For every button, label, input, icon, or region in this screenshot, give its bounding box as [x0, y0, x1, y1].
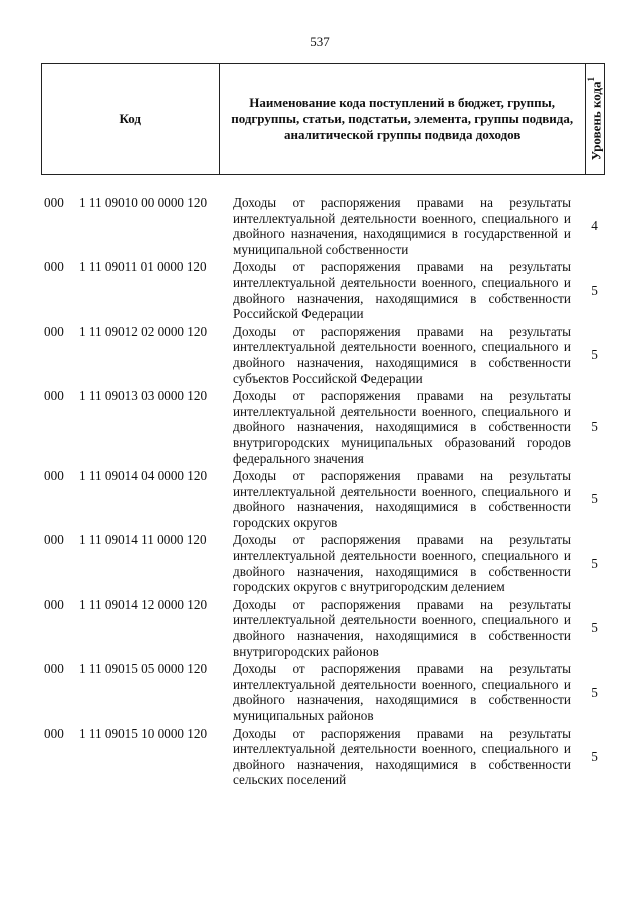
revenue-code: 1 11 09014 12 0000 120	[79, 596, 208, 612]
admin-code: 000	[44, 259, 64, 275]
table-header	[41, 63, 605, 175]
table-row	[44, 195, 614, 257]
code-level: 5	[591, 620, 598, 636]
header-level-label: Уровень кода	[588, 81, 604, 161]
revenue-name: Доходы от распоряжения правами на результаты интеллектуальной деятельности военного, специального и двойного назначения, находящимися в собственности субъектов Российской Федерации	[233, 323, 571, 386]
admin-code: 000	[44, 468, 64, 484]
header-code: Код	[42, 64, 220, 174]
table-row	[44, 324, 614, 386]
revenue-code: 1 11 09012 02 0000 120	[79, 323, 208, 339]
code-level: 5	[591, 491, 598, 507]
revenue-name: Доходы от распоряжения правами на результаты интеллектуальной деятельности военного, специального и двойного назначения, находящимися в собственности городских округов	[233, 468, 571, 530]
revenue-name: Доходы от распоряжения правами на результаты интеллектуальной деятельности военного, специального и двойного назначения, находящимися в собственности Российской Федерации	[233, 259, 571, 322]
table-row	[44, 388, 614, 466]
header-name: Наименование кода поступлений в бюджет, группы, подгруппы, статьи, подстатьи, элемента, группы подвида, аналитической группы подвида доходов	[220, 64, 586, 174]
code-level: 5	[591, 684, 598, 700]
table-row	[44, 661, 614, 723]
revenue-code: 1 11 09010 00 0000 120	[79, 195, 208, 210]
code-level: 5	[591, 748, 598, 764]
revenue-code: 1 11 09014 11 0000 120	[79, 532, 207, 548]
revenue-name: Доходы от распоряжения правами на результаты интеллектуальной деятельности военного, специального и двойного назначения, находящимися в собственности внутригородских районов	[233, 596, 571, 659]
admin-code: 000	[44, 532, 64, 548]
table-row	[44, 468, 614, 530]
page-number: 537	[310, 34, 330, 49]
code-level: 5	[591, 347, 598, 363]
admin-code: 000	[44, 725, 64, 741]
code-level: 5	[591, 555, 598, 571]
code-level: 5	[591, 282, 598, 298]
admin-code: 000	[44, 661, 64, 677]
admin-code: 000	[44, 596, 64, 612]
revenue-name: Доходы от распоряжения правами на результаты интеллектуальной деятельности военного, специального и двойного назначения, находящимися в собственности муниципальных районов	[233, 661, 571, 723]
revenue-code: 1 11 09011 01 0000 120	[79, 259, 207, 275]
admin-code: 000	[44, 323, 64, 339]
table-row	[44, 532, 614, 594]
header-level	[586, 64, 604, 174]
code-level: 5	[591, 419, 598, 435]
revenue-code: 1 11 09015 10 0000 120	[79, 725, 208, 741]
revenue-code: 1 11 09014 04 0000 120	[79, 468, 208, 484]
revenue-code: 1 11 09013 03 0000 120	[79, 388, 208, 404]
revenue-code: 1 11 09015 05 0000 120	[79, 661, 208, 677]
revenue-name: Доходы от распоряжения правами на результаты интеллектуальной деятельности военного, специального и двойного назначения, находящимися в государственной и муниципальной собственности	[233, 195, 571, 257]
revenue-name: Доходы от распоряжения правами на результаты интеллектуальной деятельности военного, специального и двойного назначения, находящимися в собственности городских округов с внутригородским делением	[233, 532, 571, 595]
admin-code: 000	[44, 195, 64, 210]
table-row	[44, 597, 614, 659]
revenue-name: Доходы от распоряжения правами на результаты интеллектуальной деятельности военного, специального и двойного назначения, находящимися в собственности сельских поселений	[233, 725, 571, 788]
table-row	[44, 259, 614, 321]
header-level-footnote: 1	[585, 77, 596, 82]
admin-code: 000	[44, 388, 64, 404]
table-row	[44, 726, 614, 788]
table-body	[44, 195, 614, 790]
code-level: 4	[591, 218, 598, 234]
revenue-name: Доходы от распоряжения правами на результаты интеллектуальной деятельности военного, специального и двойного назначения, находящимися в собственности внутригородских муниципальных образований городов федерального значения	[233, 388, 571, 466]
